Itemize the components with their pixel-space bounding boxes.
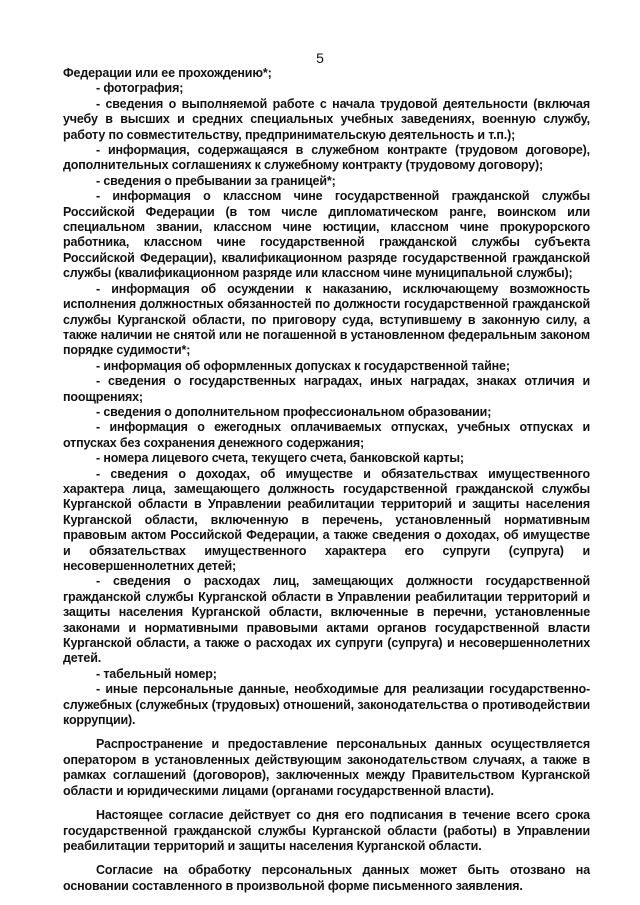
paragraph-continuation: Федерации или ее прохождению*; (63, 66, 272, 80)
list-item-awards: - сведения о государственных наградах, иных наградах, знаках отличия и поощрениях; (63, 374, 590, 404)
list-item-conviction: - информация об осуждении к наказанию, исключающему возможность исполнения должностных обязанностей по должности государственной гражданской службы Курганской области, по приговору суда, вступившему в законную силу, а также наличии не снятой или не погашенной в установленном федеральным законом порядке судимости*; (63, 281, 590, 358)
list-item-class-rank: - информация о классном чине государственной гражданской службы Российской Федерации (в том числе дипломатическом ранге, воинском или специальном звании, классном чине юстиции, классном чине прокурорского работника, классном чине государственной гражданской службы субъекта Российской Федерации), квалификационном разряде государственной гражданской службы (квалификационном разряде или классном чине муниципальной службы); (63, 189, 590, 281)
list-item-vacations: - информация о ежегодных оплачиваемых отпусках, учебных отпусках и отпусках без сохранения денежного содержания; (63, 420, 590, 450)
list-item-other-data: - иные персональные данные, необходимые для реализации государственно-служебных (служебных (трудовых) отношений, законодательства о противодействии коррупции). (63, 682, 590, 728)
page-number: 5 (316, 50, 324, 66)
list-item-bank-accounts: - номера лицевого счета, текущего счета, банковской карты; (96, 451, 464, 466)
list-item-abroad: - сведения о пребывании за границей*; (96, 173, 336, 188)
list-item-service-contract: - информация, содержащаяся в служебном контракте (трудовом договоре), дополнительных соглашениях к служебному контракту (трудовому договору); (63, 143, 590, 173)
list-item-education: - сведения о дополнительном профессиональном образовании; (96, 404, 492, 419)
list-item-expenses: - сведения о расходах лиц, замещающих должности государственной гражданской службы Курганской области в Управлении реабилитации территорий и защиты населения Курганской области, включенные в перечни, установленные законами и нормативными правовыми актами органов государственной власти Курганской области, а также о расходах их супруги (супруга) и несовершеннолетних детей. (63, 574, 590, 666)
list-item-personnel-number: - табельный номер; (96, 666, 217, 681)
list-item-income: - сведения о доходах, об имуществе и обязательствах имущественного характера лица, замещающего должность государственной гражданской службы Курганской области в Управлении реабилитации территорий и защиты населения Курганской области, включенную в перечень, установленный нормативным правовым актом Российской Федерации, а также сведения о доходах, об имуществе и обязательствах имущественного характера его супруги (супруга) и несовершеннолетних детей; (63, 466, 590, 573)
list-item-photo: - фотография; (96, 81, 184, 96)
document-body (63, 66, 590, 894)
paragraph-revocation: Согласие на обработку персональных данных может быть отозвано на основании составленного в произвольной форме письменного заявления. (63, 863, 590, 893)
paragraph-validity: Настоящее согласие действует со дня его подписания в течение всего срока государственной гражданской службы Курганской области (работы) в Управлении реабилитации территорий и защиты населения Курганской области. (63, 808, 590, 853)
list-item-work-history: - сведения о выполняемой работе с начала трудовой деятельности (включая учебу в высших и средних специальных учебных заведениях, военную службу, работу по совместительству, предпринимательскую деятельность и т.п.); (63, 96, 590, 142)
list-item-secret-clearance: - информация об оформленных допусках к государственной тайне; (96, 358, 510, 373)
paragraph-distribution: Распространение и предоставление персональных данных осуществляется оператором в установленных действующим законодательством случаях, а также в рамках соглашений (договоров), заключенных между Правительством Курганской области и юридическими лицами (органами государственной власти). (63, 737, 590, 798)
